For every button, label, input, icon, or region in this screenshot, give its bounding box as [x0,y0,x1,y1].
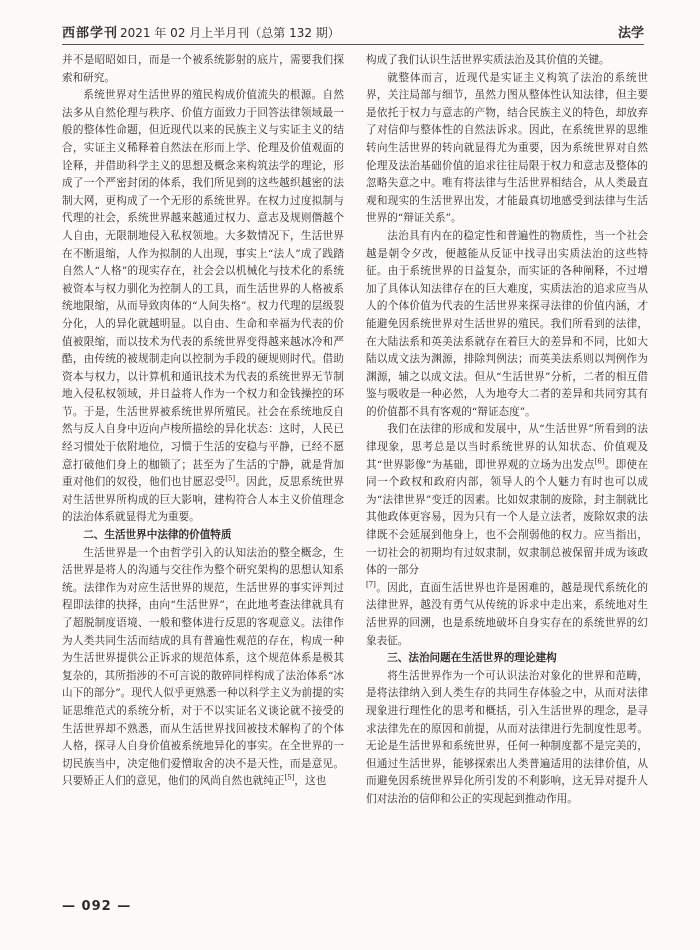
body-paragraph [366,228,648,422]
paragraph-text: 系统世界对生活世界的殖民构成价值流失的根源。自然法多从自然伦理与秩序、价值方面致力于回答法律领域最一般的整体性命题，但近现代以来的民族主义与实证主义的结合，实证主义稀释着自然法在形而上学、伦理及价值观面的诠释，并借助科学主义的思想及概念来构筑法学的理论，形成了一个严密封闭的体系，我们所见到的这些越织越密的法制大网，更构成了一个无形的系统世界。在权力过度拟制与代理的社会，系统世界越来越通过权力、意志及规则僭越个人自由，无限制地侵入私权领地。大多数情况下，生活世界在不断退缩，人作为拟制的人出现，事实上“法人”成了践踏自然人“人格”的现实存在，社会会以机械化与技术化的系统被资本与权力驯化为控制人的工具，而生活世界的人格被系统地限缩，从而导致肉体的“人间失格”。权力代理的层级裂分化，人的异化就越明显。以自由、生命和幸福为代表的价值被限缩，而以技术为代表的系统世界变得越来越冰冷和严酷，由传统的被规制走向以控制为手段的硬规则时代。借助资本与权力，以计算机和通讯技术为代表的系统世界无节制地入侵私权领域，并日益将人作为一个权力和金钱操控的环节。于是，生活世界被系统世界所殖民。社会在系统地反自然与反人自身中迈向卢梭所描绘的异化状态：这时，人民已经习惯处于依附地位，习惯于生活的安稳与平静，已经不愿意打破他们身上的枷锁了；甚至为了生活的宁静，就是背加重对他们的奴役，他们也甘愿忍受 [62,89,344,489]
paragraph-text: 二、生活世界中法律的价值特质 [83,529,232,542]
citation-marker: [5] [284,773,295,782]
left-column [62,52,344,902]
paragraph-text: 生活世界是一个由哲学引入的认知法治的整全概念，生活世界是将人的沟通与交往作为整个研究架构的思想认知系统。法律作为对应生活世界的规范，生活世界的事实评判过程即法律的抉择，由向“生活世界”，在此地考查法律就具有了超脱制度语境、一般和整体进行反思的客观意义。法律作为人类共同生活而结成的具有普遍性观范的存在，构成一种为生活世界提供公正诉求的规范体系，这个规范体系是极其复杂的，其所指涉的不可言说的散碎同样构成了法治体系“冰山下的部分”。现代人似乎更熟悉一种以科学主义为前提的实证思维范式的系统分析，对于不以实证名义谈论就不接受的生活世界却不熟悉，而从生活世界找回被技术解构了的个体人格，探寻人自身价值被系统地异化的事实。在全世界的一切民族当中，决定他们爱憎取舍的决不是天性，而是意见。只要矫正人们的意见，他们的风尚自然也就纯正 [62,546,344,788]
paragraph-text: 构成了我们认识生活世界实质法治及其价值的关键。 [366,54,610,66]
journal-issue: 2021 年 02 月上半月刊（总第 132 期） [120,26,340,40]
paragraph-text: 就整体而言，近现代是实证主义构筑了法治的系统世界，关注局部与细节，虽然力图从整体性认知法律，但主要是依托于权力与意志的产物，结合民族主义的特色，却放弃了对信仰与整体性的自然法诉求。因此，在系统世界的思维转向生活世界的转向就显得尤为重要，因为系统世界对自然伦理及法治基础价值的追求往往局限于权力和意志及整体的忽略失意之中。唯有将法律与生活世界相结合，从人类最直观和现实的生活世界出发，才能最真切地感受到法律与生活世界的“辩证关系”。 [366,71,648,225]
running-header [62,18,644,45]
paragraph-text: 我们在法律的形成和发展中，从“生活世界”所看到的法律现象，思考总是以当时系统世界的认知状态、价值观及其“世界影像”为基础，即世界观的立场为出发点 [366,423,648,471]
body-paragraph [366,70,648,228]
paragraph-text: 。因此，反思系统世界对生活世界所构成的巨大影响，建构符合人本主义价值理念的法治体系就显得尤为重要。 [62,476,344,524]
body-paragraph [366,421,648,579]
article-body [62,52,648,902]
paragraph-text: 并不是昭昭如日，而是一个被系统影射的底片，需要我们探索和研究。 [62,54,344,84]
section-name: 法学 [617,26,644,41]
section-heading [62,527,344,545]
paragraph-text: 三、法治问题在生活世界的理论建构 [387,652,557,665]
paragraph-text: 将生活世界作为一个可认识法治对象化的世界和范畴，是将法律纳入到人类生存的共同生存体验之中，从而对法律现象进行理性化的思考和概括，引入生活世界的理念，是寻求法律先在的原因和前提，从而对法律进行先制度性思考。无论是生活世界和系统世界，任何一种制度都不是完美的，但通过生活世界，能够探索出人类普遍适用的法律价值，从而避免因系统世界异化所引发的不利影响，这无异对提升人们对法治的信仰和公正的实现起到推动作用。 [366,669,648,805]
body-paragraph [62,87,344,527]
body-paragraph [366,580,648,650]
body-paragraph [62,545,344,791]
paragraph-text: 。即使在同一个政权和政府内部，领导人的个人魅力有时也可以成为“法律世界”变迁的因素。比如奴隶制的废除，封主制就比其他政体更容易，因为只有一个人是立法者，废除奴隶的法律既不会延展到他身上，也不会削弱他的权力。应当指出，一切社会的初期均有过奴隶制，奴隶制总被保留并成为该政体的一部分 [366,458,648,577]
body-paragraph [366,52,648,70]
paragraph-text: 。因此，直面生活世界也许是困难的，越是现代系统化的法律世界，越没有勇气从传统的诉求中走出来，系统地对生活世界的回溯，也是系统地破坏自身实存在的系统世界的幻象表征。 [366,581,648,647]
citation-marker: [7] [366,580,376,589]
section-heading [366,650,648,668]
paragraph-text: ，这也 [294,775,327,788]
citation-marker: [5] [225,474,236,483]
paragraph-text: 法治具有内在的稳定性和普遍性的物质性，当一个社会越是朝令夕改，便越能从反证中找寻出实质法治的这些特征。由于系统世界的日益复杂，而实证的各种阐释，不过增加了具体认知法律存在的巨大难度，实质法治的追求应当从人的个体价值为代表的生活世界来探寻法律的价值内涵，才能避免因系统世界对生活世界的殖民。我们所看到的法律，在大陆法系和英美法系就存在着巨大的差异和不同，比如大陆以成文法为渊源，排除判例法；而英美法系则以判例作为渊源，辅之以成文法。但从“生活世界”分析，二者的相互借鉴与吸收是一种必然，人为地夸大二者的差异和共同穷其有的价值都不具有客观的“辩证态度”。 [366,229,648,418]
page-number: — 092 — [62,899,132,914]
citation-marker: [6] [594,457,605,466]
body-paragraph [366,668,648,809]
journal-name: 西部学刊 [62,26,119,41]
body-paragraph [62,52,344,87]
right-column [366,52,648,902]
journal-title [62,22,340,44]
